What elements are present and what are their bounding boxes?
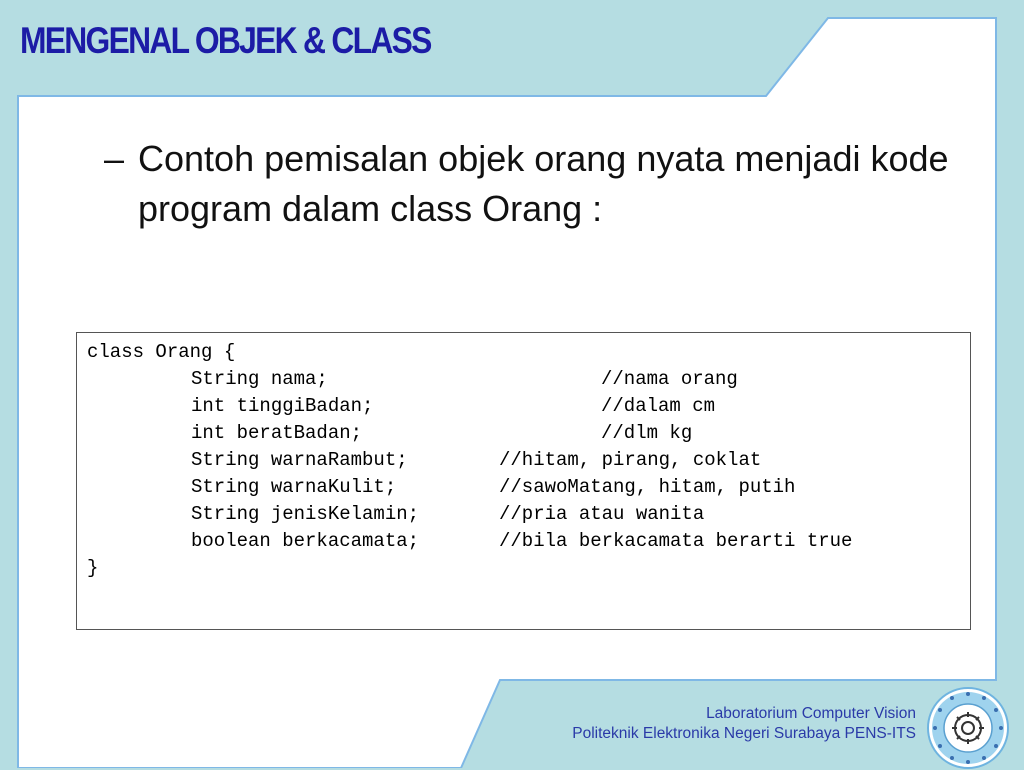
code-comment: //hitam, pirang, coklat [499,449,762,471]
slide-title: MENGENAL OBJEK & CLASS [20,20,431,61]
code-comment: //dlm kg [601,422,693,444]
code-line-close [77,555,123,582]
code-decl: String warnaRambut; [191,449,408,471]
code-decl: } [87,557,99,579]
bullet-point [104,134,984,234]
pens-its-emblem-icon [926,686,1010,770]
code-decl: boolean berkacamata; [191,530,420,552]
footer-institution: Politeknik Elektronika Negeri Surabaya PENS-ITS [572,725,916,742]
code-line-field [77,528,853,555]
footer-lab-name: Laboratorium Computer Vision [706,705,916,722]
code-line-field [77,420,693,447]
code-decl: class Orang { [87,341,236,363]
bullet-text: Contoh pemisalan objek orang nyata menjadi kode program dalam class Orang : [138,138,949,229]
code-decl: String jenisKelamin; [191,503,420,525]
code-line-class [77,339,236,366]
code-line-field [77,366,738,393]
code-line-field [77,393,716,420]
code-line-field [77,474,796,501]
code-decl: int beratBadan; [191,422,363,444]
code-decl: String warnaKulit; [191,476,397,498]
code-comment: //pria atau wanita [499,503,705,525]
code-line-field [77,447,762,474]
footer-credit [572,704,916,744]
code-block [76,332,971,630]
bullet-dash: – [104,138,125,179]
code-comment: //sawoMatang, hitam, putih [499,476,796,498]
code-decl: int tinggiBadan; [191,395,374,417]
code-comment: //bila berkacamata berarti true [499,530,853,552]
code-line-field [77,501,705,528]
code-decl: String nama; [191,368,328,390]
code-comment: //dalam cm [601,395,716,417]
code-comment: //nama orang [601,368,738,390]
